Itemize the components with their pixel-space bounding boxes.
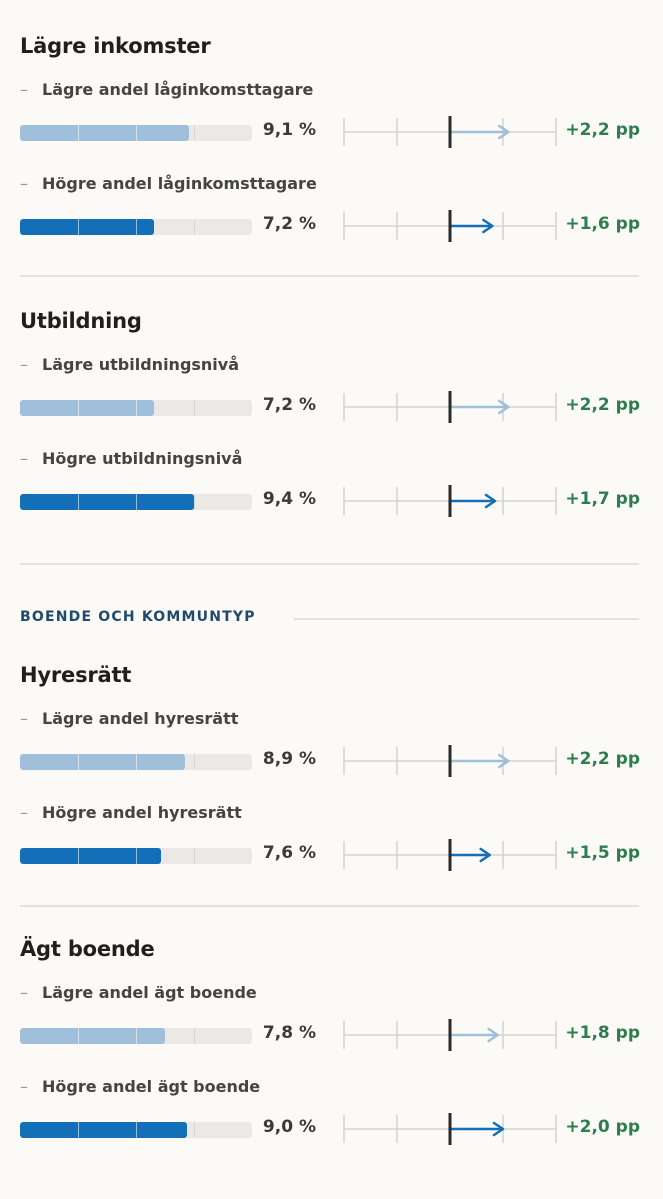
row-label-text: Lägre andel hyresrätt <box>42 709 239 728</box>
dash-icon: – <box>20 80 28 99</box>
change-scale <box>344 838 556 872</box>
bar-fill <box>20 1028 165 1044</box>
change-scale-svg <box>344 115 556 149</box>
change-scale <box>344 390 556 424</box>
value-label: 9,1 % <box>262 120 316 140</box>
section-divider <box>20 275 639 277</box>
bar-fill <box>20 754 185 770</box>
bar-tick <box>136 494 137 510</box>
bar-track <box>20 1028 252 1044</box>
row-label <box>20 1077 260 1096</box>
row-label <box>20 983 257 1002</box>
chart-group <box>20 34 640 274</box>
row-label <box>20 174 317 193</box>
chart-group <box>20 937 640 1177</box>
bar-track <box>20 754 252 770</box>
row-label <box>20 709 238 728</box>
change-label: +2,2 pp <box>565 749 640 769</box>
bar-tick <box>136 1122 137 1138</box>
value-label: 9,4 % <box>262 489 316 509</box>
track-tick <box>194 400 195 416</box>
row-label-text: Högre utbildningsnivå <box>42 449 243 468</box>
row-label <box>20 803 242 822</box>
bar-tick <box>78 1122 79 1138</box>
section-divider <box>20 905 639 907</box>
group-title: Ägt boende <box>20 937 155 961</box>
section-heading-line <box>294 618 639 620</box>
row-label-text: Lägre andel ägt boende <box>42 983 257 1002</box>
bar-fill <box>20 125 189 141</box>
group-title: Hyresrätt <box>20 663 132 687</box>
row-label <box>20 449 242 468</box>
value-label: 8,9 % <box>262 749 316 769</box>
value-label: 7,2 % <box>262 214 316 234</box>
row-label-text: Lägre andel låginkomsttagare <box>42 80 314 99</box>
bar-tick <box>78 219 79 235</box>
change-label: +1,7 pp <box>565 489 640 509</box>
change-scale-svg <box>344 744 556 778</box>
change-scale <box>344 744 556 778</box>
change-scale <box>344 209 556 243</box>
bar-track <box>20 494 252 510</box>
value-label: 7,6 % <box>262 843 316 863</box>
change-scale-svg <box>344 1018 556 1052</box>
chart-group <box>20 663 640 903</box>
group-title: Utbildning <box>20 309 142 333</box>
change-label: +1,8 pp <box>565 1023 640 1043</box>
dash-icon: – <box>20 449 28 468</box>
bar-fill <box>20 1122 187 1138</box>
change-scale-svg <box>344 838 556 872</box>
dash-icon: – <box>20 1077 28 1096</box>
change-label: +2,2 pp <box>565 395 640 415</box>
change-scale <box>344 1112 556 1146</box>
track-tick <box>194 1122 195 1138</box>
change-scale-svg <box>344 1112 556 1146</box>
bar-track <box>20 1122 252 1138</box>
change-scale <box>344 484 556 518</box>
bar-tick <box>136 848 137 864</box>
section-divider <box>20 563 639 565</box>
bar-tick <box>136 219 137 235</box>
bar-tick <box>136 1028 137 1044</box>
value-label: 7,8 % <box>262 1023 316 1043</box>
track-tick <box>194 219 195 235</box>
bar-tick <box>78 754 79 770</box>
bar-tick <box>136 400 137 416</box>
track-tick <box>194 494 195 510</box>
value-label: 7,2 % <box>262 395 316 415</box>
track-tick <box>194 1028 195 1044</box>
bar-fill <box>20 494 194 510</box>
track-tick <box>194 754 195 770</box>
row-label-text: Högre andel låginkomsttagare <box>42 174 317 193</box>
track-tick <box>194 848 195 864</box>
bar-fill <box>20 400 154 416</box>
bar-tick <box>136 754 137 770</box>
bar-tick <box>78 848 79 864</box>
dash-icon: – <box>20 355 28 374</box>
bar-track <box>20 219 252 235</box>
bar-tick <box>78 494 79 510</box>
row-label-text: Högre andel hyresrätt <box>42 803 242 822</box>
change-label: +1,6 pp <box>565 214 640 234</box>
row-label <box>20 355 239 374</box>
track-tick <box>194 125 195 141</box>
change-label: +1,5 pp <box>565 843 640 863</box>
bar-tick <box>78 400 79 416</box>
bar-track <box>20 848 252 864</box>
group-title: Lägre inkomster <box>20 34 211 58</box>
dash-icon: – <box>20 174 28 193</box>
bar-fill <box>20 848 161 864</box>
value-label: 9,0 % <box>262 1117 316 1137</box>
row-label-text: Högre andel ägt boende <box>42 1077 261 1096</box>
dash-icon: – <box>20 983 28 1002</box>
bar-track <box>20 125 252 141</box>
bar-tick <box>136 125 137 141</box>
dash-icon: – <box>20 803 28 822</box>
dash-icon: – <box>20 709 28 728</box>
bar-track <box>20 400 252 416</box>
change-label: +2,0 pp <box>565 1117 640 1137</box>
bar-tick <box>78 1028 79 1044</box>
change-scale <box>344 1018 556 1052</box>
change-scale <box>344 115 556 149</box>
section-heading: BOENDE OCH KOMMUNTYP <box>20 609 256 625</box>
bar-tick <box>78 125 79 141</box>
change-scale-svg <box>344 484 556 518</box>
row-label-text: Lägre utbildningsnivå <box>42 355 240 374</box>
change-label: +2,2 pp <box>565 120 640 140</box>
bar-fill <box>20 219 154 235</box>
row-label <box>20 80 313 99</box>
change-scale-svg <box>344 390 556 424</box>
change-scale-svg <box>344 209 556 243</box>
chart-group <box>20 309 640 549</box>
